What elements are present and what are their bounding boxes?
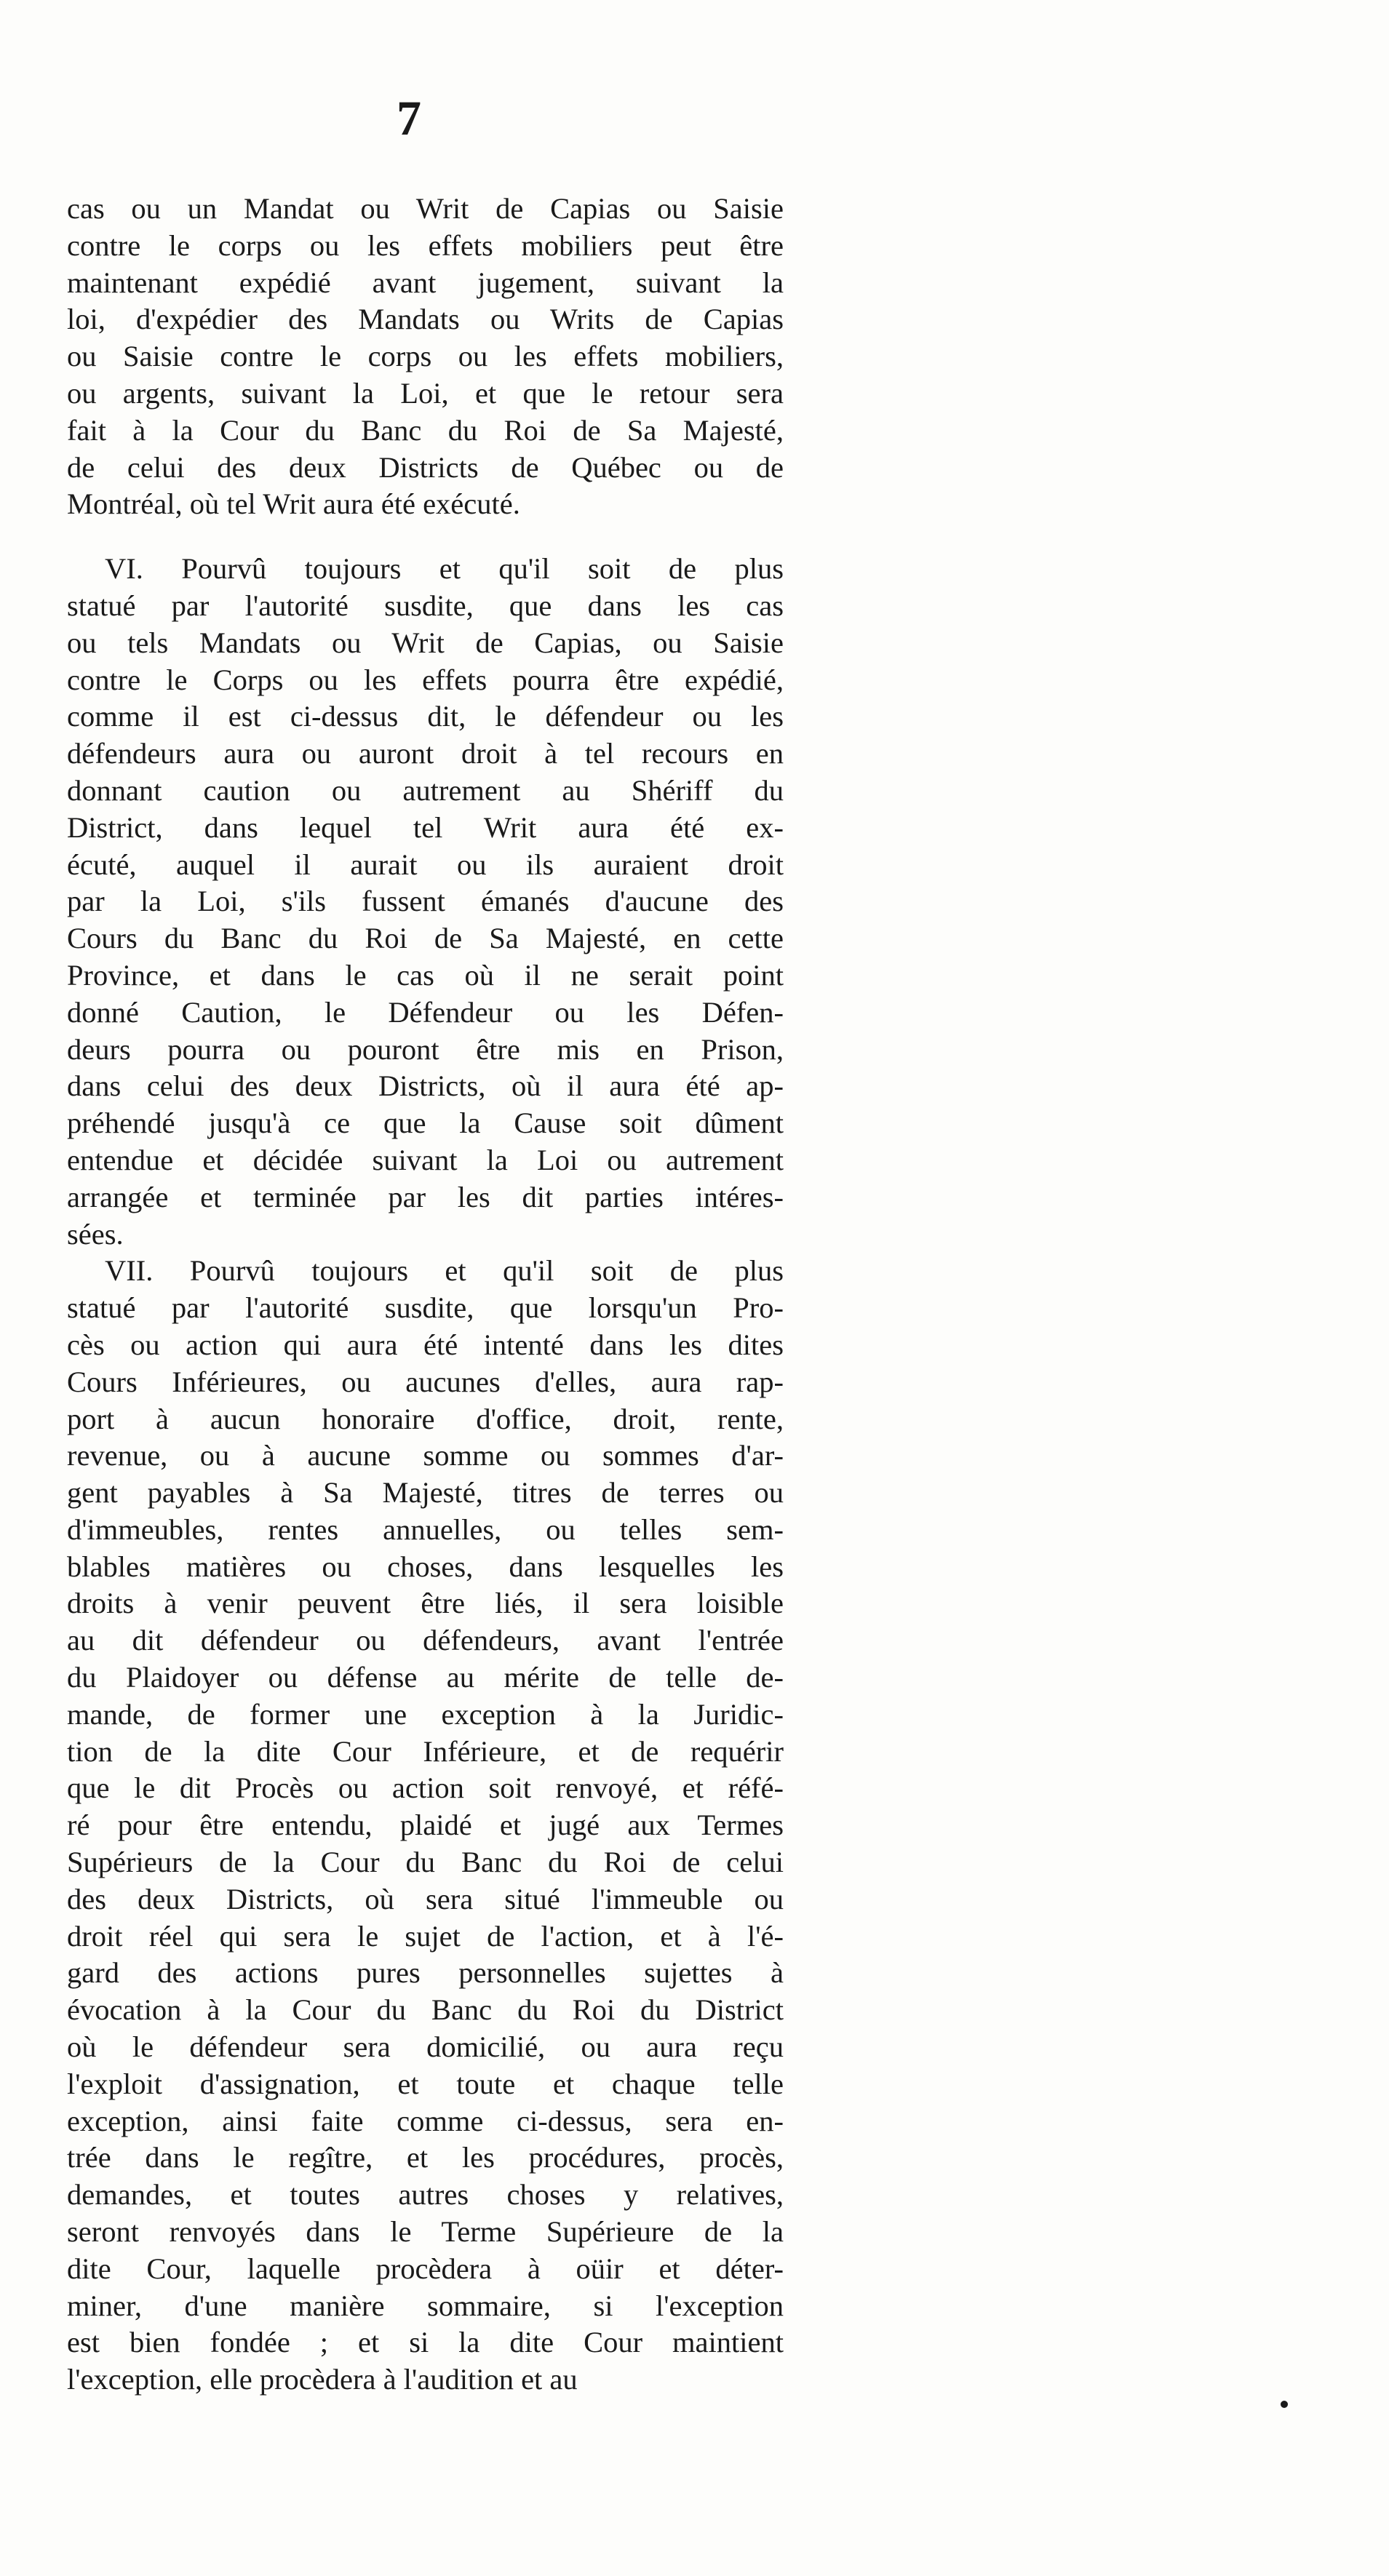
text-line: droits à venir peuvent être liés, il sera loisible [67, 1587, 784, 1620]
text-line: seront renvoyés dans le Terme Supérieure de la [67, 2215, 784, 2249]
text-line: arrangée et terminée par les dit parties intéres- [67, 1180, 784, 1213]
text-line: est bien fondée ; et si la dite Cour maintient [67, 2326, 784, 2359]
text-line: des deux Districts, où sera situé l'immeuble ou [67, 1882, 784, 1915]
text-line: donné Caution, le Défendeur ou les Défen- [67, 995, 784, 1029]
text-line: écuté, auquel il aurait ou ils auraient droit [67, 848, 784, 881]
text-line: trée dans le regître, et les procédures, procès, [67, 2141, 784, 2174]
text-line: comme il est ci-dessus dit, le défendeur ou les [67, 700, 784, 733]
text-line: par la Loi, s'ils fussent émanés d'aucune des [67, 885, 784, 918]
text-line: où le défendeur sera domicilié, ou aura reçu [67, 2030, 784, 2064]
text-line: dans celui des deux Districts, où il aura été ap- [67, 1069, 784, 1103]
text-line: demandes, et toutes autres choses y relatives, [67, 2178, 784, 2212]
text-line: ou tels Mandats ou Writ de Capias, ou Saisie [67, 626, 784, 659]
text-line: deurs pourra ou pouront être mis en Prison, [67, 1032, 784, 1066]
text-line: loi, d'expédier des Mandats ou Writs de Capias [67, 303, 784, 336]
paragraph-gap [67, 523, 784, 551]
text-line: entendue et décidée suivant la Loi ou autrement [67, 1143, 784, 1176]
text-line: maintenant expédié avant jugement, suivant la [67, 266, 784, 299]
text-line: que le dit Procès ou action soit renvoyé, et réfé- [67, 1771, 784, 1805]
text-line: sées. [67, 1217, 124, 1251]
text-line: Cours du Banc du Roi de Sa Majesté, en cette [67, 922, 784, 955]
text-line: d'immeubles, rentes annuelles, ou telles sem- [67, 1512, 784, 1546]
text-line: VI. Pourvû toujours et qu'il soit de plus [105, 552, 784, 586]
text-line: miner, d'une manière sommaire, si l'exception [67, 2289, 784, 2322]
ink-speck [1281, 2401, 1288, 2408]
text-line: du Plaidoyer ou défense au mérite de telle de- [67, 1661, 784, 1694]
text-line: statué par l'autorité susdite, que lorsqu'un Pro- [67, 1291, 784, 1325]
text-line: blables matières ou choses, dans lesquelles les [67, 1550, 784, 1583]
text-line: Supérieurs de la Cour du Banc du Roi de celui [67, 1846, 784, 1879]
text-line: mande, de former une exception à la Juridic- [67, 1697, 784, 1731]
text-line: ou argents, suivant la Loi, et que le retour sera [67, 376, 784, 410]
text-line: revenue, ou à aucune somme ou sommes d'ar- [67, 1439, 784, 1472]
text-line: au dit défendeur ou défendeurs, avant l'entrée [67, 1624, 784, 1657]
text-line: VII. Pourvû toujours et qu'il soit de plus [105, 1254, 784, 1288]
page-number: 7 [397, 90, 421, 145]
text-line: statué par l'autorité susdite, que dans les cas [67, 589, 784, 622]
text-line: contre le corps ou les effets mobiliers peut être [67, 228, 784, 262]
text-line: Montréal, où tel Writ aura été exécuté. [67, 487, 520, 521]
paragraph-p-vii [67, 1253, 784, 2398]
text-line: dite Cour, laquelle procèdera à oüir et déter- [67, 2252, 784, 2285]
text-line: de celui des deux Districts de Québec ou de [67, 450, 784, 484]
text-line: Cours Inférieures, ou aucunes d'elles, aura rap- [67, 1365, 784, 1398]
text-line: gent payables à Sa Majesté, titres de terres ou [67, 1476, 784, 1510]
text-line: gard des actions pures personnelles sujettes à [67, 1956, 784, 1990]
text-line: fait à la Cour du Banc du Roi de Sa Majesté, [67, 413, 784, 447]
text-line: District, dans lequel tel Writ aura été ex- [67, 810, 784, 844]
text-line: défendeurs aura ou auront droit à tel recours en [67, 737, 784, 770]
text-line: ré pour être entendu, plaidé et jugé aux Termes [67, 1809, 784, 1842]
text-line: préhendé jusqu'à ce que la Cause soit dûment [67, 1106, 784, 1140]
text-line: l'exception, elle procèdera à l'audition et au [67, 2363, 578, 2396]
text-line: contre le Corps ou les effets pourra être expédié, [67, 663, 784, 696]
text-line: port à aucun honoraire d'office, droit, rente, [67, 1402, 784, 1435]
text-line: cès ou action qui aura été intenté dans les dites [67, 1328, 784, 1361]
text-line: Province, et dans le cas où il ne serait point [67, 958, 784, 992]
text-line: donnant caution ou autrement au Shériff du [67, 773, 784, 807]
paragraph-p-vi [67, 551, 784, 1253]
text-line: évocation à la Cour du Banc du Roi du District [67, 1993, 784, 2027]
paragraph-p-continuation [67, 191, 784, 523]
text-line: cas ou un Mandat ou Writ de Capias ou Saisie [67, 192, 784, 225]
text-line: l'exploit d'assignation, et toute et chaque telle [67, 2067, 784, 2100]
text-line: droit réel qui sera le sujet de l'action, et à l'é- [67, 1919, 784, 1953]
text-line: exception, ainsi faite comme ci-dessus, sera en- [67, 2104, 784, 2137]
text-line: ou Saisie contre le corps ou les effets mobiliers, [67, 340, 784, 373]
text-line: tion de la dite Cour Inférieure, et de requérir [67, 1734, 784, 1768]
body-text [67, 191, 784, 2398]
